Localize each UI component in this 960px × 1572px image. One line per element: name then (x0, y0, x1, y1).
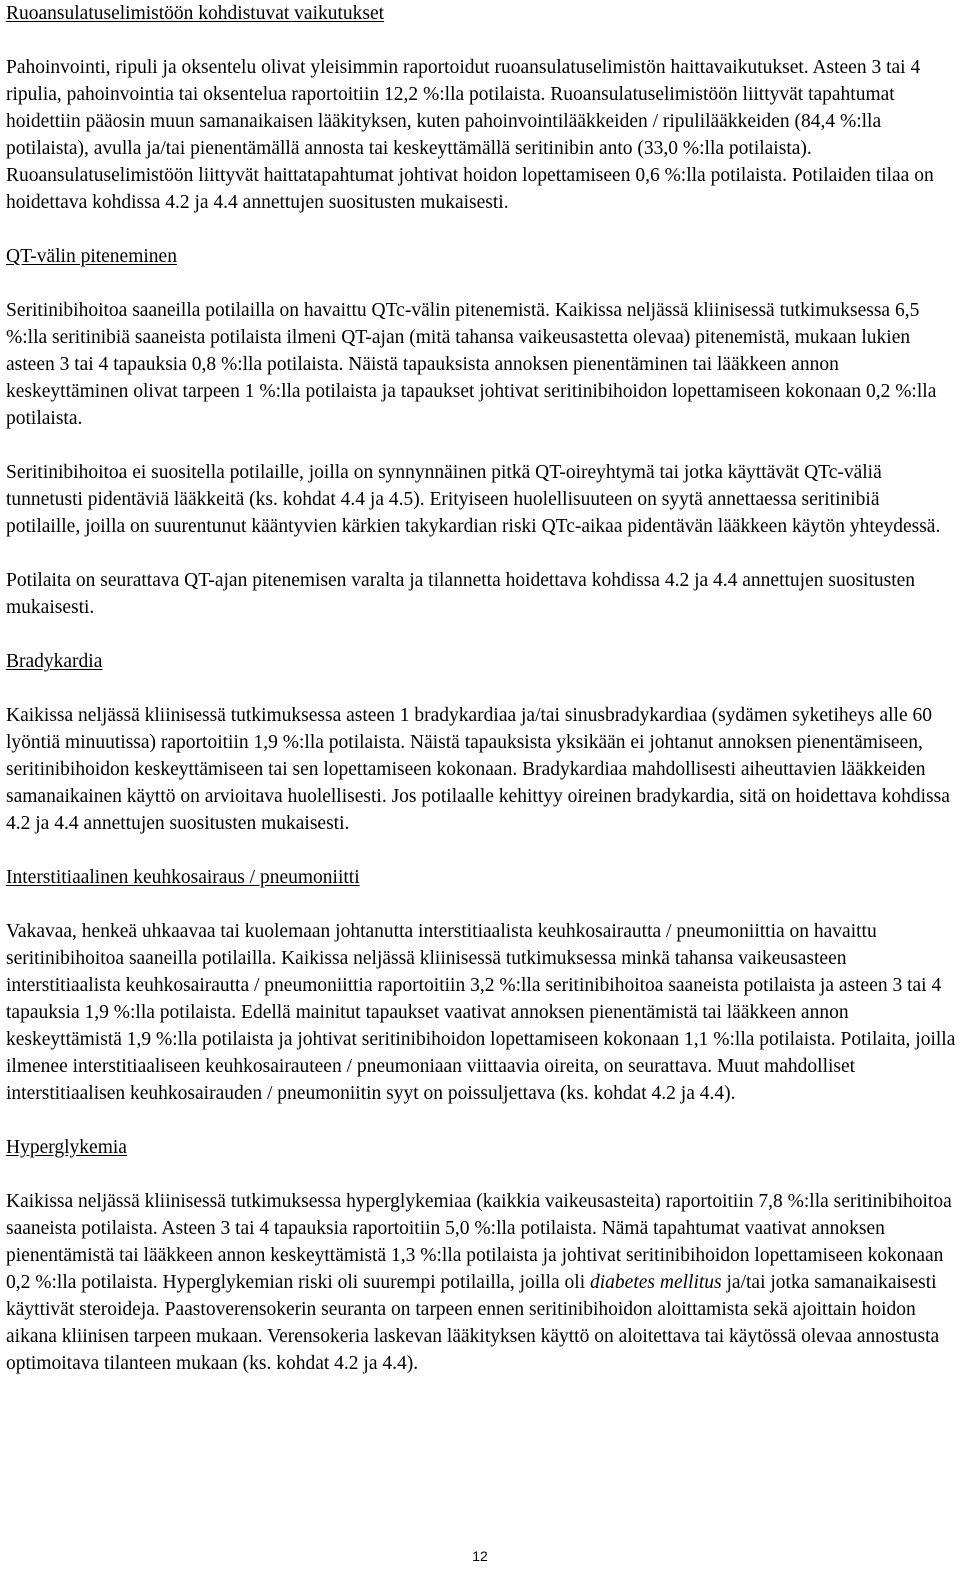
paragraph-qt-2: Seritinibihoitoa ei suositella potilaille, joilla on synnynnäinen pitkä QT-oireyhtymä tai jotka käyttävät QTc-väliä tunnetusti pidentäviä lääkkeitä (ks. kohdat 4.4 ja 4.5). Erityiseen huolellisuuteen on syytä annettaessa seritinibiä potilaille, joilla on suurentunut kääntyvien kärkien takykardian riski QTc-aikaa pidentävän lääkkeen käytön yhteydessä. (6, 462, 941, 537)
spacer (6, 216, 956, 243)
paragraph-ild: Vakavaa, henkeä uhkaavaa tai kuolemaan johtanutta interstitiaalista keuhkosairautta / pneumoniittia on havaittu seritinibihoitoa saaneilla potilailla. Kaikissa neljässä kliinisessä tutkimuksessa minkä tahansa vaikeusasteen interstitiaalista keuhkosairautta / pneumoniittia raportoitiin 3,2 %:lla seritinibihoitoa saaneista potilaista ja asteen 3 tai 4 tapauksia 1,9 %:lla potilaista. Edellä mainitut tapaukset vaativat annoksen pienentämistä tai lääkkeen annon keskeyttämistä 1,9 %:lla potilaista ja johtivat seritinibihoidon lopettamiseen kokonaan 1,1 %:lla potilaista. Potilaita, joilla ilmenee interstitiaaliseen keuhkosairauteen / pneumoniaan viittaavia oireita, on seurattava. Muut mahdolliset interstitiaalisen keuhkosairauden / pneumoniitin syyt on poissuljettava (ks. kohdat 4.2 ja 4.4). (6, 921, 956, 1104)
spacer (6, 1107, 956, 1134)
section-heading-hyperglycemia: Hyperglykemia (6, 1137, 127, 1158)
paragraph-hyperglycemia-italic-term: diabetes mellitus (590, 1272, 722, 1293)
paragraph-hyperglycemia-part2: ja/tai jotka samanaikaisesti käyttivät steroideja. Paastoverensokerin seuranta on tarpeen ennen seritinibihoidon aloittamista sekä ajoittain hoidon aikana kliinisen tarpeen mukaan. Verensokeria laskevan lääkityksen käyttö on aloitettava tai käytössä olevaa annostusta optimoitava tilanteen mukaan (ks. kohdat 4.2 ja 4.4). (6, 1272, 940, 1374)
paragraph-bradycardia: Kaikissa neljässä kliinisessä tutkimuksessa asteen 1 bradykardiaa ja/tai sinusbradykardiaa (sydämen syketiheys alle 60 lyöntiä minuutissa) raportoitiin 1,9 %:lla potilaista. Näistä tapauksista yksikään ei johtanut annoksen pienentämiseen, seritinibihoidon keskeyttämiseen tai sen lopettamiseen kokonaan. Bradykardiaa mahdollisesti aiheuttavien lääkkeiden samanaikainen käyttö on arvioitava huolellisesti. Jos potilaalle kehittyy oireinen bradykardia, sitä on hoidettava kohdissa 4.2 ja 4.4 annettujen suositusten mukaisesti. (6, 705, 950, 834)
paragraph-hyperglycemia (6, 1188, 956, 1377)
spacer (6, 837, 956, 864)
paragraph-hyperglycemia-part1: Kaikissa neljässä kliinisessä tutkimuksessa hyperglykemiaa (kaikkia vaikeusasteita) raportoitiin 7,8 %:lla seritinibihoitoa saaneista potilaista. Asteen 3 tai 4 tapauksia raportoitiin 5,0 %:lla potilaista. Nämä tapahtumat vaativat annoksen pienentämistä tai lääkkeen annon keskeyttämistä 1,3 %:lla potilaista ja johtivat seritinibihoidon lopettamiseen kokonaan 0,2 %:lla potilaista. Hyperglykemian riski oli suurempi potilailla, joilla oli (6, 1191, 952, 1293)
section-heading-ild: Interstitiaalinen keuhkosairaus / pneumoniitti (6, 867, 360, 888)
section-heading-qt: QT-välin piteneminen (6, 246, 177, 267)
paragraph-qt-1: Seritinibihoitoa saaneilla potilailla on havaittu QTc-välin pitenemistä. Kaikissa neljässä kliinisessä tutkimuksessa 6,5 %:lla seritinibiä saaneista potilaista ilmeni QT-ajan (mitä tahansa vaikeusastetta olevaa) pitenemistä, mukaan lukien asteen 3 tai 4 tapauksia 0,8 %:lla potilaista. Näistä tapauksista annoksen pienentäminen tai lääkkeen annon keskeyttäminen olivat tarpeen 1 %:lla potilaista ja tapaukset johtivat seritinibihoidon lopettamiseen kokonaan 0,2 %:lla potilaista. (6, 300, 937, 429)
spacer (6, 540, 956, 567)
spacer (6, 675, 956, 702)
document-page (6, 0, 956, 1377)
spacer (6, 27, 956, 54)
paragraph-gi: Pahoinvointi, ripuli ja oksentelu olivat yleisimmin raportoidut ruoansulatuselimistön haittavaikutukset. Asteen 3 tai 4 ripulia, pahoinvointia tai oksentelua raportoitiin 12,2 %:lla potilaista. Ruoansulatuselimistöön liittyvät tapahtumat hoidettiin pääosin muun samanaikaisen lääkityksen, kuten pahoinvointilääkkeiden / ripulilääkkeiden (84,4 %:lla potilaista), avulla ja/tai pienentämällä annosta tai keskeyttämällä seritinibin anto (33,0 %:lla potilaista). Ruoansulatuselimistöön liittyvät haittatapahtumat johtivat hoidon lopettamiseen 0,6 %:lla potilaista. Potilaiden tilaa on hoidettava kohdissa 4.2 ja 4.4 annettujen suositusten mukaisesti. (6, 57, 934, 213)
section-heading-bradycardia: Bradykardia (6, 651, 103, 672)
spacer (6, 621, 956, 648)
spacer (6, 1161, 956, 1188)
page-number: 12 (472, 1548, 488, 1564)
spacer (6, 432, 956, 459)
section-heading-gi: Ruoansulatuselimistöön kohdistuvat vaikutukset (6, 3, 385, 24)
spacer (6, 891, 956, 918)
spacer (6, 270, 956, 297)
paragraph-qt-3: Potilaita on seurattava QT-ajan pitenemisen varalta ja tilannetta hoidettava kohdissa 4.2 ja 4.4 annettujen suositusten mukaisesti. (6, 570, 916, 618)
